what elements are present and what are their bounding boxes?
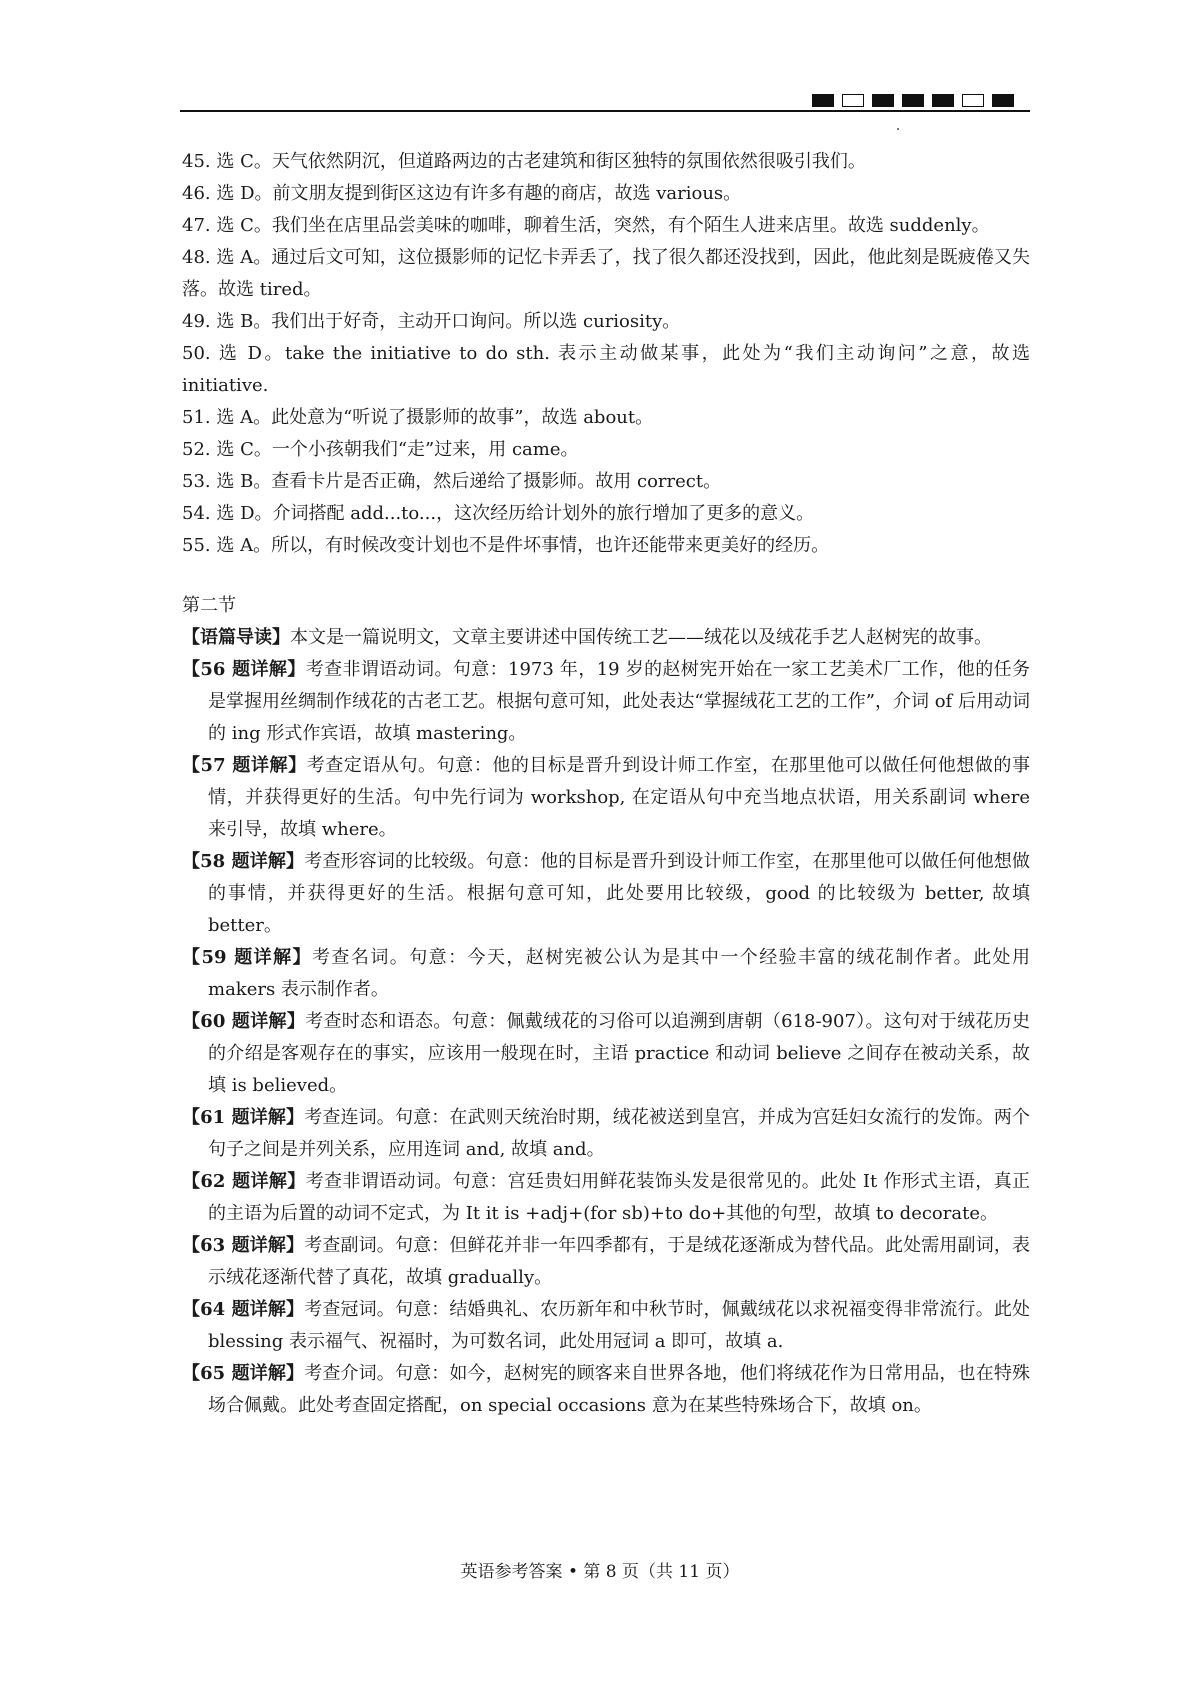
header-square-2 — [842, 94, 864, 107]
answer-48: 48. 选 A。通过后文可知，这位摄影师的记忆卡弄丢了，找了很久都还没找到，因此，他此刻是既疲倦又失落。故选 tired。 — [182, 247, 1030, 300]
header-square-3 — [872, 94, 894, 107]
answer-46: 46. 选 D。前文朋友提到街区这边有许多有趣的商店，故选 various。 — [182, 183, 742, 204]
paragraph-text: 考查时态和语态。句意：佩戴绒花的习俗可以追溯到唐朝（618-907）。这句对于绒花历史的介绍是客观存在的事实，应该用一般现在时，主语 practice 和动词 believe 之间存在被动关系，故填 is believed。 — [208, 1011, 1030, 1096]
header-square-marks — [812, 94, 1014, 110]
paragraph-text: 本文是一篇说明文，文章主要讲述中国传统工艺——绒花以及绒花手艺人赵树宪的故事。 — [290, 627, 992, 648]
answer-55: 55. 选 A。所以，有时候改变计划也不是件坏事情，也许还能带来更美好的经历。 — [182, 535, 830, 556]
explanation-62 — [182, 1166, 1030, 1230]
explanation-64 — [182, 1294, 1030, 1358]
header-square-6 — [962, 94, 984, 107]
explanation-63 — [182, 1230, 1030, 1294]
explanation-59 — [182, 942, 1030, 1006]
paragraph-text: 考查非谓语动词。句意：宫廷贵妇用鲜花装饰头发是很常见的。此处 It 作形式主语，真正的主语为后置的动词不定式，为 It it is +adj+(for sb)+to do+其他的句型，故填 to decorate。 — [208, 1171, 1030, 1224]
paragraph-label: 【59 题详解】 — [182, 947, 312, 968]
paragraph-label: 【57 题详解】 — [182, 755, 307, 776]
header-rule — [180, 110, 1030, 112]
explanation-58 — [182, 846, 1030, 942]
explanation-56 — [182, 654, 1030, 750]
scan-dot — [897, 128, 899, 130]
paragraph-label: 【58 题详解】 — [182, 851, 305, 872]
answer-47: 47. 选 C。我们坐在店里品尝美味的咖啡，聊着生活，突然，有个陌生人进来店里。故选 suddenly。 — [182, 215, 990, 236]
paragraph-label: 【62 题详解】 — [182, 1171, 306, 1192]
explanation-65 — [182, 1358, 1030, 1422]
answer-49: 49. 选 B。我们出于好奇，主动开口询问。所以选 curiosity。 — [182, 311, 681, 332]
paragraph-text: 考查连词。句意：在武则天统治时期，绒花被送到皇宫，并成为宫廷妇女流行的发饰。两个句子之间是并列关系，应用连词 and, 故填 and。 — [208, 1107, 1030, 1160]
paragraph-label: 【语篇导读】 — [182, 627, 290, 648]
paragraph-text: 考查介词。句意：如今，赵树宪的顾客来自世界各地，他们将绒花作为日常用品，也在特殊场合佩戴。此处考查固定搭配，on special occasions 意为在某些特殊场合下，故填 on。 — [208, 1363, 1030, 1416]
answer-53: 53. 选 B。查看卡片是否正确，然后递给了摄影师。故用 correct。 — [182, 471, 722, 492]
paragraph-text: 考查定语从句。句意：他的目标是晋升到设计师工作室，在那里他可以做任何他想做的事情，并获得更好的生活。句中先行词为 workshop, 在定语从句中充当地点状语，用关系副词 where 来引导，故填 where。 — [208, 755, 1030, 840]
paragraph-label: 【63 题详解】 — [182, 1235, 305, 1256]
paragraph-label: 【60 题详解】 — [182, 1011, 306, 1032]
answer-54: 54. 选 D。介词搭配 add...to...，这次经历给计划外的旅行增加了更多的意义。 — [182, 503, 815, 524]
explanation-57 — [182, 750, 1030, 846]
page-footer: 英语参考答案 • 第 8 页（共 11 页） — [460, 1562, 740, 1582]
answer-50: 50. 选 D。take the initiative to do sth. 表示主动做某事，此处为“我们主动询问”之意，故选 initiative. — [182, 343, 1030, 396]
section-title: 第二节 — [182, 595, 236, 616]
page-content — [182, 146, 1030, 1422]
passage-guide — [182, 622, 1030, 654]
paragraph-label: 【64 题详解】 — [182, 1299, 305, 1320]
header-square-7 — [992, 94, 1014, 107]
paragraph-text: 考查副词。句意：但鲜花并非一年四季都有，于是绒花逐渐成为替代品。此处需用副词，表示绒花逐渐代替了真花，故填 gradually。 — [208, 1235, 1030, 1288]
header-square-1 — [812, 94, 834, 107]
paragraph-label: 【65 题详解】 — [182, 1363, 305, 1384]
paragraph-text: 考查名词。句意：今天，赵树宪被公认为是其中一个经验丰富的绒花制作者。此处用 makers 表示制作者。 — [208, 947, 1030, 1000]
answer-52: 52. 选 C。一个小孩朝我们“走”过来，用 came。 — [182, 439, 579, 460]
paragraph-label: 【61 题详解】 — [182, 1107, 305, 1128]
answer-51: 51. 选 A。此处意为“听说了摄影师的故事”，故选 about。 — [182, 407, 654, 428]
explanation-60 — [182, 1006, 1030, 1102]
paragraph-text: 考查形容词的比较级。句意：他的目标是晋升到设计师工作室，在那里他可以做任何他想做的事情，并获得更好的生活。根据句意可知，此处要用比较级，good 的比较级为 better, 故填 better。 — [208, 851, 1030, 936]
header-square-4 — [902, 94, 924, 107]
paragraph-label: 【56 题详解】 — [182, 659, 306, 680]
answer-45: 45. 选 C。天气依然阴沉，但道路两边的古老建筑和街区独特的氛围依然很吸引我们。 — [182, 151, 866, 172]
header-square-5 — [932, 94, 954, 107]
explanation-61 — [182, 1102, 1030, 1166]
paragraph-text: 考查冠词。句意：结婚典礼、农历新年和中秋节时，佩戴绒花以求祝福变得非常流行。此处 blessing 表示福气、祝福时，为可数名词，此处用冠词 a 即可，故填 a. — [208, 1299, 1030, 1352]
paragraph-text: 考查非谓语动词。句意：1973 年，19 岁的赵树宪开始在一家工艺美术厂工作，他的任务是掌握用丝绸制作绒花的古老工艺。根据句意可知，此处表达“掌握绒花工艺的工作”，介词 of 后用动词的 ing 形式作宾语，故填 mastering。 — [208, 659, 1030, 744]
